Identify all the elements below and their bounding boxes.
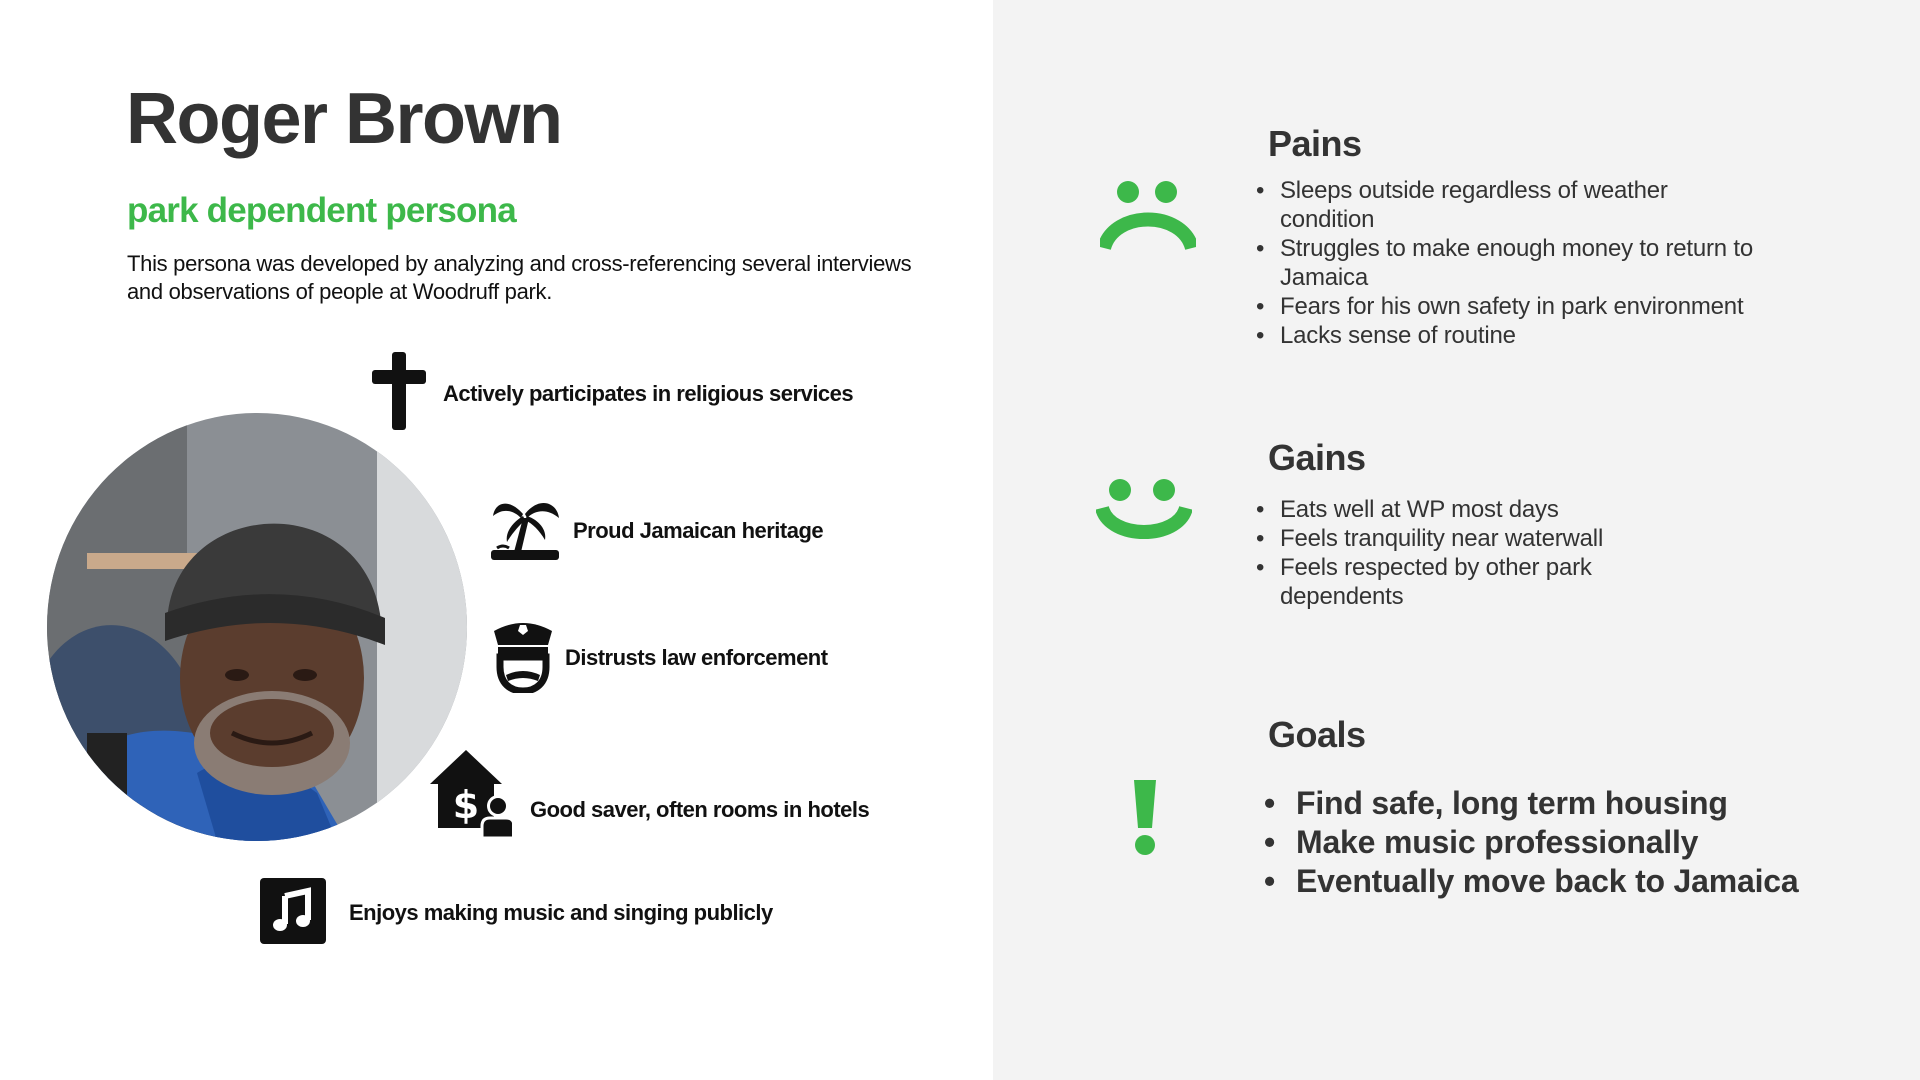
list-item: • Fears for his own safety in park environment (1256, 292, 1756, 321)
list-item: • Feels tranquility near waterwall (1256, 524, 1676, 553)
goals-title: Goals (1268, 714, 1366, 755)
music-note-icon (260, 878, 326, 944)
persona-description: This persona was developed by analyzing and cross-referencing several interviews and observations of people at Woodruff park. (127, 251, 912, 304)
persona-name: Roger Brown (126, 79, 562, 159)
pains-title: Pains (1268, 123, 1362, 164)
trait-law-label: Distrusts law enforcement (565, 645, 828, 670)
list-item: • Eats well at WP most days (1256, 495, 1676, 524)
list-item: • Lacks sense of routine (1256, 321, 1756, 350)
trait-religious-label: Actively participates in religious services (443, 381, 854, 406)
sad-face-icon (1100, 180, 1196, 252)
list-item: • Struggles to make enough money to return to Jamaica (1256, 234, 1756, 292)
house-dollar-icon (430, 750, 512, 838)
list-item: • Make music professionally (1264, 823, 1904, 862)
persona-subtitle: park dependent persona (127, 191, 516, 230)
trait-music-label: Enjoys making music and singing publicly (349, 900, 773, 925)
police-officer-icon (490, 617, 556, 693)
list-item: • Sleeps outside regardless of weather condition (1256, 176, 1756, 234)
trait-heritage-label: Proud Jamaican heritage (573, 518, 824, 543)
list-item: • Feels respected by other park dependents (1256, 553, 1676, 611)
happy-face-icon (1096, 478, 1192, 544)
svg-text:$: $ (452, 783, 480, 827)
gains-title: Gains (1268, 437, 1366, 478)
palm-tree-icon (489, 492, 561, 562)
goals-list (1264, 784, 1904, 901)
gains-list (1256, 495, 1676, 611)
persona-photo (47, 413, 467, 841)
trait-saver-label: Good saver, often rooms in hotels (530, 797, 870, 822)
exclamation-icon (1130, 780, 1160, 856)
pains-list (1256, 176, 1756, 350)
list-item: • Eventually move back to Jamaica (1264, 862, 1904, 901)
list-item: • Find safe, long term housing (1264, 784, 1904, 823)
cross-icon (372, 352, 426, 430)
